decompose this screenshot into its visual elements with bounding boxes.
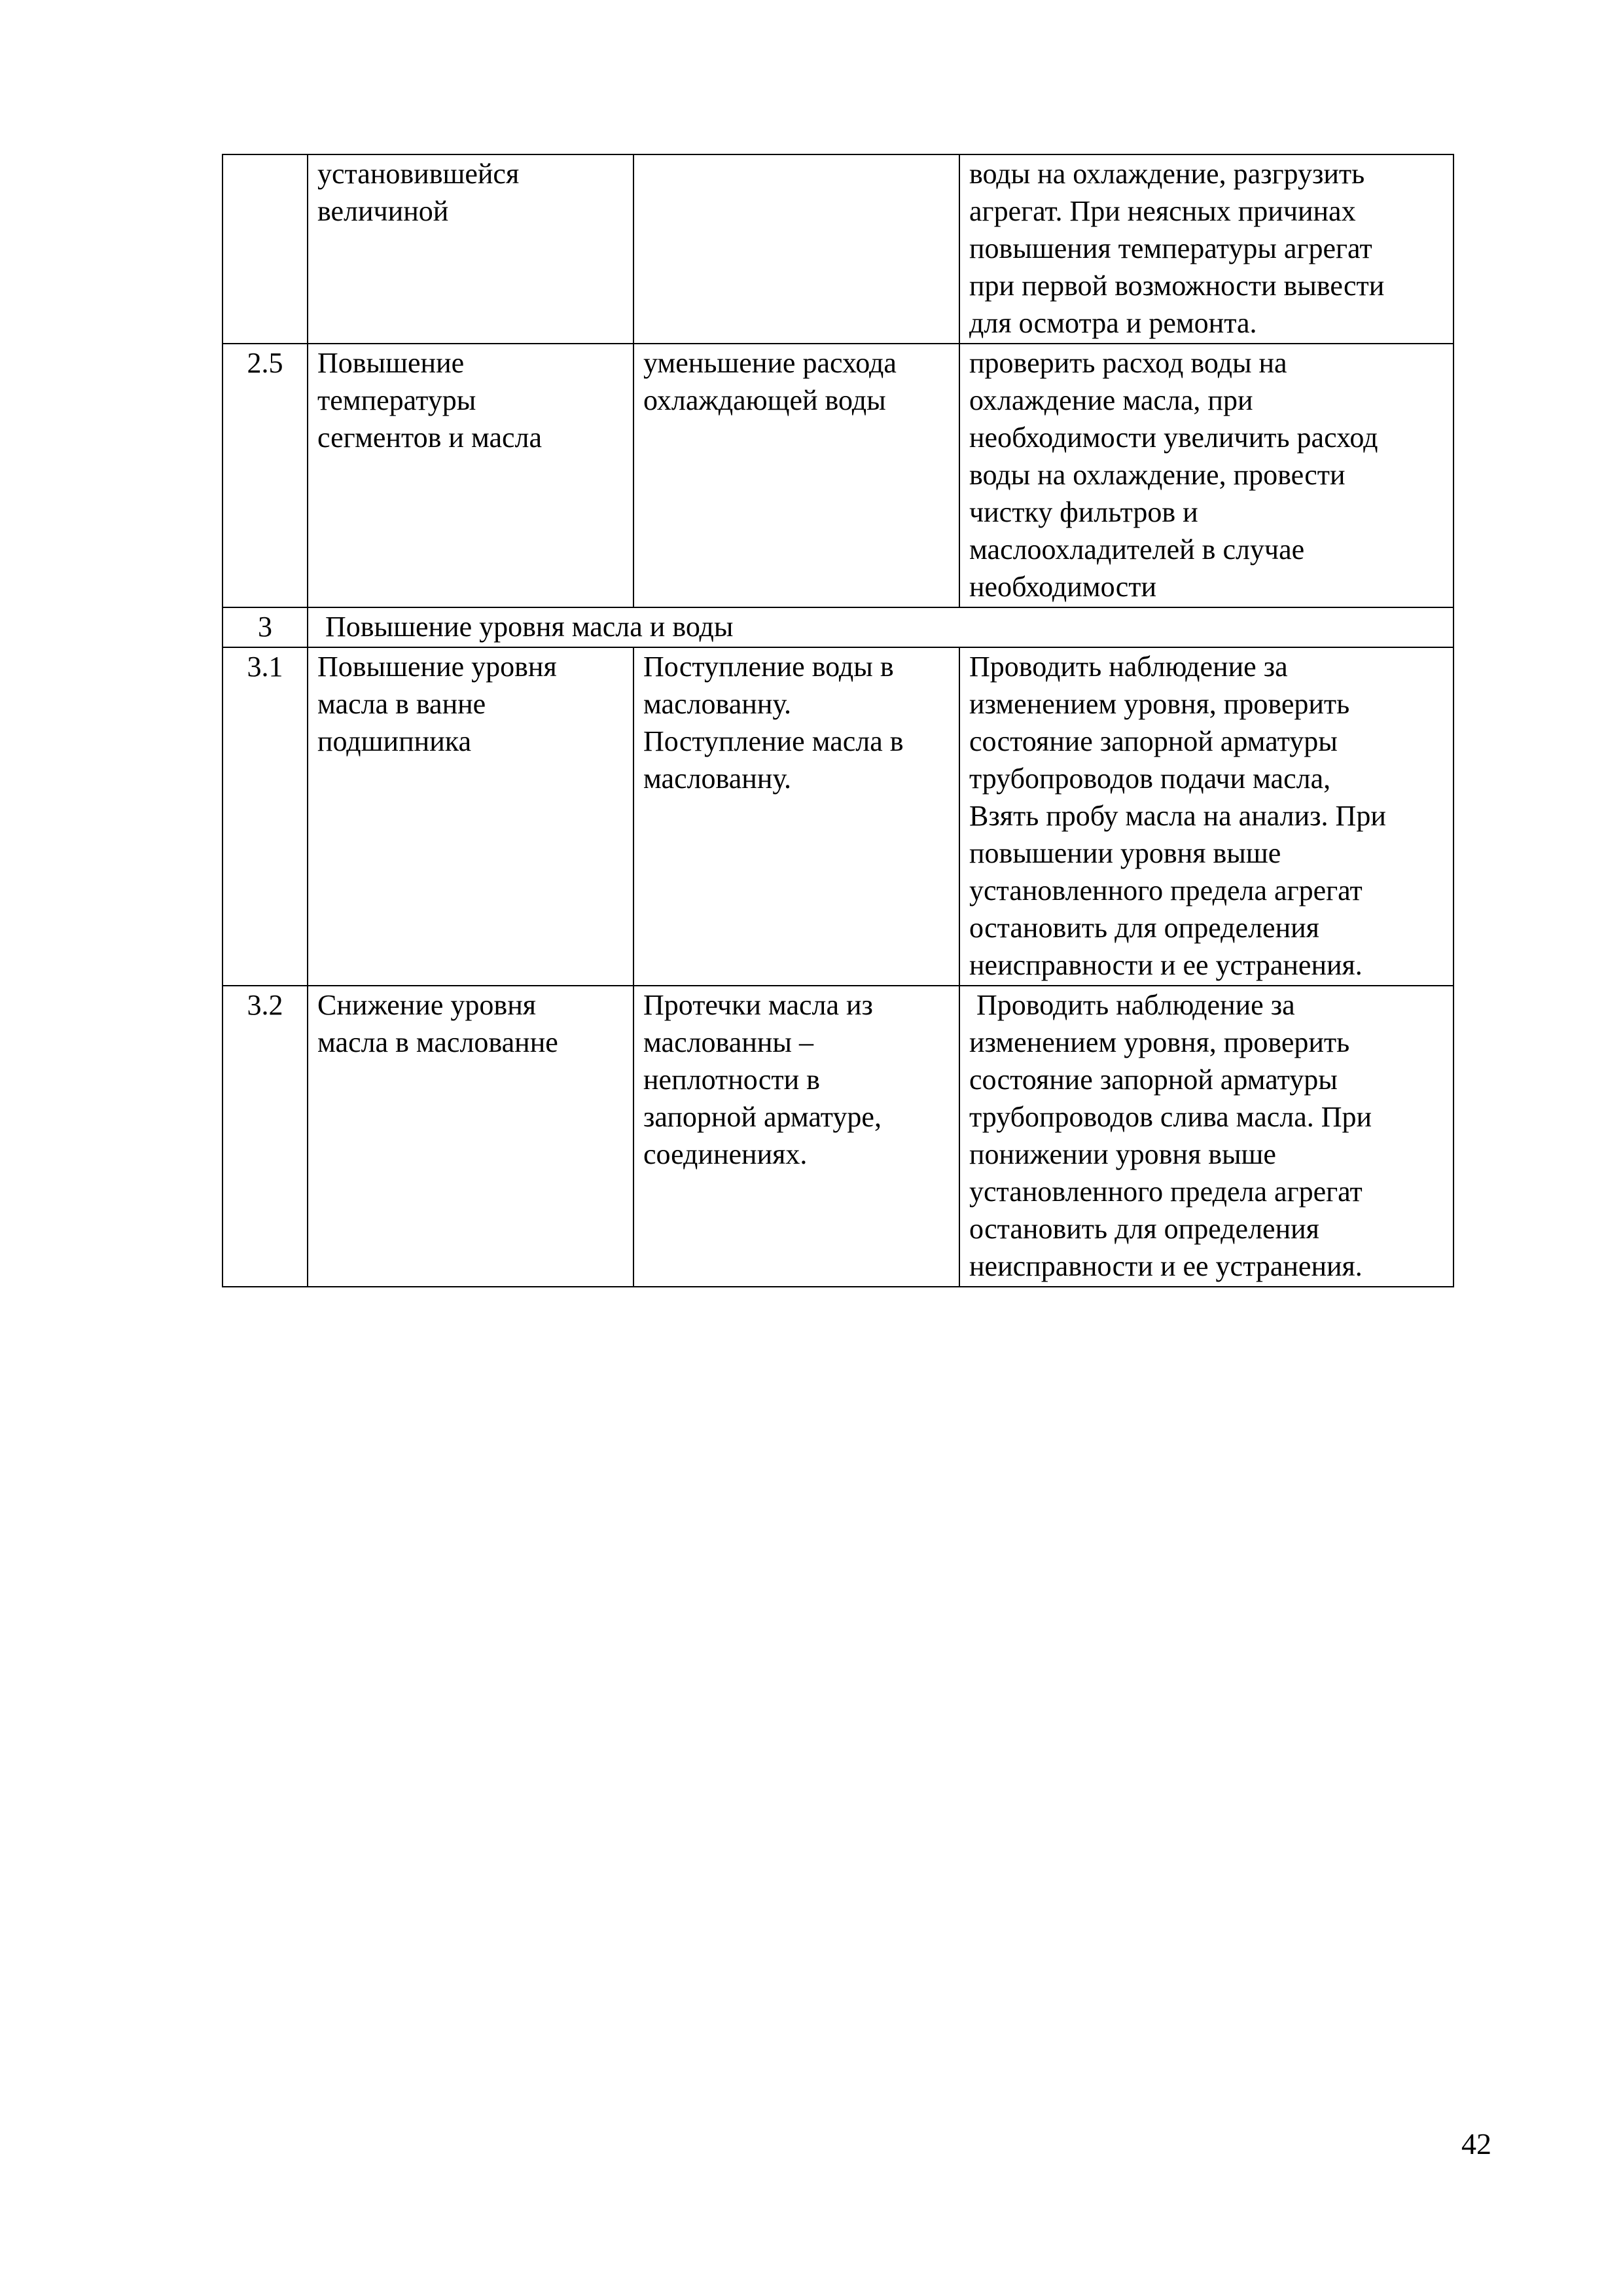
- cause-cell: Протечки масла из маслованны – неплотности в запорной арматуре, соединениях.: [633, 986, 959, 1287]
- parameter-cell: установившейся величиной: [308, 154, 633, 344]
- page-number: 42: [1461, 2127, 1491, 2161]
- section-title: Повышение уровня масла и воды: [308, 607, 1454, 647]
- row-number: 3.1: [223, 647, 308, 986]
- parameter-cell: Повышение температуры сегментов и масла: [308, 344, 633, 607]
- table-row: [223, 647, 1454, 986]
- table-row: [223, 344, 1454, 607]
- cause-cell: уменьшение расхода охлаждающей воды: [633, 344, 959, 607]
- action-cell: воды на охлаждение, разгрузить агрегат. При неясных причинах повышения температуры агрегат при первой возможности вывести для осмотра и ремонта.: [959, 154, 1454, 344]
- table-row: [223, 154, 1454, 344]
- section-number: 3: [223, 607, 308, 647]
- section-row: [223, 607, 1454, 647]
- action-cell: Проводить наблюдение за изменением уровня, проверить состояние запорной арматуры трубопроводов слива масла. При понижении уровня выше установленного предела агрегат остановить для определения неисправности и ее устранения.: [959, 986, 1454, 1287]
- cause-cell: Поступление воды в маслованну. Поступление масла в маслованну.: [633, 647, 959, 986]
- cause-cell: [633, 154, 959, 344]
- row-number: 2.5: [223, 344, 308, 607]
- action-cell: проверить расход воды на охлаждение масла, при необходимости увеличить расход воды на охлаждение, провести чистку фильтров и маслоохладителей в случае необходимости: [959, 344, 1454, 607]
- table-row: [223, 986, 1454, 1287]
- troubleshooting-table: [222, 154, 1454, 1287]
- parameter-cell: Повышение уровня масла в ванне подшипника: [308, 647, 633, 986]
- row-number: 3.2: [223, 986, 308, 1287]
- action-cell: Проводить наблюдение за изменением уровня, проверить состояние запорной арматуры трубопроводов подачи масла, Взять пробу масла на анализ. При повышении уровня выше установленного предела агрегат остановить для определения неисправности и ее устранения.: [959, 647, 1454, 986]
- parameter-cell: Снижение уровня масла в маслованне: [308, 986, 633, 1287]
- row-number: [223, 154, 308, 344]
